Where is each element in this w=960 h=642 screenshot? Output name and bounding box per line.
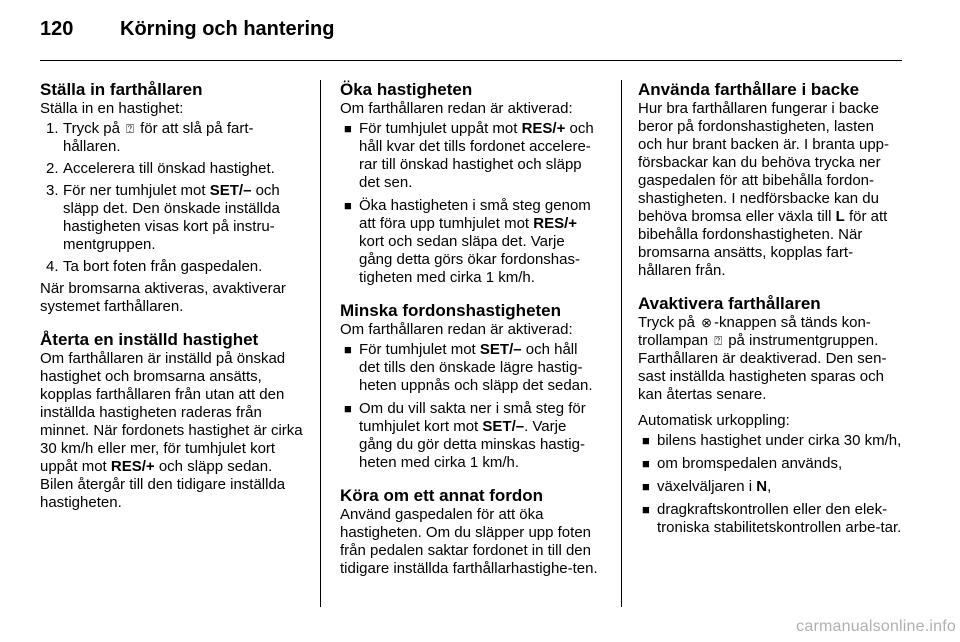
page-header bbox=[40, 18, 902, 58]
set-speed-intro: Ställa in en hastighet: bbox=[40, 100, 184, 117]
body-text: Om farthållaren är inställd på önskad hastighet och bromsarna ansätts, kopplas farthållaren från utan att den inställda hastigheten raderas från minnet. När fordonets hastighet är cirka 30 km/h eller mer, för tumhjulet kort uppåt mot bbox=[40, 350, 303, 475]
body-text: Tryck på bbox=[638, 314, 695, 331]
auto-disengage-list bbox=[638, 432, 902, 537]
increase-intro: Om farthållaren redan är aktiverad: bbox=[340, 100, 573, 117]
watermark: carmanualsonline.info bbox=[796, 618, 956, 635]
body-text: och håll kvar det tills fordonet accelere-rar till önskad hastighet och släpp det sen. bbox=[359, 120, 594, 191]
auto-disengage-intro: Automatisk urkoppling: bbox=[638, 412, 790, 429]
body-text: Hur bra farthållaren fungerar i backe beror på fordonshastigheten, lasten och hur brant backen är. I branta upp-försbackar kan du behöva trycka ner gaspedalen för att bibehålla fordon-shastigheten. I nedförsbacke kan du behöva bromsa eller växla till bbox=[638, 100, 889, 225]
section-title-set-cruise: Ställa in farthållaren bbox=[40, 80, 203, 99]
overtake-text: Använd gaspedalen för att öka hastigheten. Om du släpper upp foten från pedalen saktar fordonet in till den tidigare inställda farthållarhastighe-ten. bbox=[340, 506, 598, 577]
deactivate-text bbox=[638, 314, 902, 404]
column-2 bbox=[340, 80, 602, 578]
list-item bbox=[638, 432, 902, 450]
decrease-intro: Om farthållaren redan är aktiverad: bbox=[340, 321, 573, 338]
body-text: och släpp sedan. Bilen återgår till den tidigare inställda hastigheten. bbox=[40, 458, 286, 511]
increase-list bbox=[340, 120, 602, 287]
body-text: -knappen så tänds kon-trollampan bbox=[638, 314, 871, 349]
set-label: SET/– bbox=[209, 182, 252, 199]
bullet-icon: ■ bbox=[642, 502, 650, 517]
step-text: Tryck på bbox=[63, 120, 120, 137]
list-item bbox=[340, 400, 602, 472]
gear-n-label: N bbox=[756, 478, 768, 495]
body-text: på instrumentgruppen. Farthållaren är deaktiverad. Den sen-sast inställda hastigheten sparas och kan återtas senare. bbox=[638, 332, 887, 403]
section-title-decrease-speed: Minska fordonshastigheten bbox=[340, 301, 562, 320]
res-label: RES/+ bbox=[110, 458, 155, 475]
bullet-icon: ■ bbox=[344, 342, 352, 357]
body-text: Om du vill sakta ner i små steg för tumhjulet kort mot bbox=[359, 400, 586, 435]
resume-speed-text bbox=[40, 350, 304, 512]
step-number: 2. bbox=[46, 160, 59, 177]
step-text: För ner tumhjulet mot bbox=[63, 182, 206, 199]
body-text: . Varje gång du gör detta minskas hastig-heten med cirka 1 km/h. bbox=[359, 418, 585, 471]
bullet-icon: ■ bbox=[642, 433, 650, 448]
hill-text bbox=[638, 100, 902, 280]
section-title-resume-speed: Återta en inställd hastighet bbox=[40, 330, 259, 349]
bullet-icon: ■ bbox=[344, 121, 352, 136]
set-label: SET/– bbox=[479, 341, 522, 358]
body-text: kort och sedan släpa det. Varje gång detta görs ökar fordonshas-tigheten med cirka 1 km/h. bbox=[359, 233, 580, 286]
set-speed-steps bbox=[40, 120, 304, 276]
step-text: Ta bort foten från gaspedalen. bbox=[63, 258, 263, 275]
body-text: bilens hastighet under cirka 30 km/h, bbox=[657, 432, 902, 449]
header-rule bbox=[40, 60, 902, 61]
step-text: och släpp det. Den önskade inställda hastigheten visas kort på instru-mentgruppen. bbox=[63, 182, 280, 253]
column-1 bbox=[40, 80, 304, 512]
page-title: Körning och hantering bbox=[120, 18, 335, 40]
list-item bbox=[340, 341, 602, 395]
section-title-deactivate: Avaktivera farthållaren bbox=[638, 294, 821, 313]
bullet-icon: ■ bbox=[344, 401, 352, 416]
list-item bbox=[638, 501, 902, 537]
res-label: RES/+ bbox=[521, 120, 566, 137]
step-item bbox=[40, 120, 304, 156]
res-label: RES/+ bbox=[533, 215, 578, 232]
bullet-icon: ■ bbox=[344, 198, 352, 213]
step-number: 4. bbox=[46, 258, 59, 275]
body-text: För tumhjulet mot bbox=[359, 341, 476, 358]
gear-l-label: L bbox=[835, 208, 845, 225]
body-text: och håll det tills den önskade lägre hastig-heten uppnås och släpp det sedan. bbox=[359, 341, 593, 394]
body-text: , bbox=[767, 478, 772, 495]
step-text: Accelerera till önskad hastighet. bbox=[63, 160, 275, 177]
list-item bbox=[340, 120, 602, 192]
list-item bbox=[638, 455, 902, 473]
step-item bbox=[40, 182, 304, 254]
set-label: SET/– bbox=[482, 418, 525, 435]
bullet-icon: ■ bbox=[642, 456, 650, 471]
body-text: dragkraftskontrollen eller den elek-troniska stabilitetskontrollen arbe-tar. bbox=[657, 501, 902, 536]
body-text: För tumhjulet uppåt mot bbox=[359, 120, 518, 137]
cruise-control-icon: ⍰ bbox=[126, 121, 134, 136]
body-text: Öka hastigheten i små steg genom att föra upp tumhjulet mot bbox=[359, 197, 591, 232]
step-number: 3. bbox=[46, 182, 59, 199]
section-title-increase-speed: Öka hastigheten bbox=[340, 80, 473, 99]
list-item bbox=[638, 478, 902, 496]
cruise-control-icon: ⍰ bbox=[714, 333, 723, 348]
list-item bbox=[340, 197, 602, 287]
brake-deactivation-text: När bromsarna aktiveras, avaktiverar systemet farthållaren. bbox=[40, 280, 286, 315]
cruise-off-icon: ⊗ bbox=[701, 315, 713, 330]
step-number: 1. bbox=[46, 120, 59, 137]
page-number: 120 bbox=[40, 18, 74, 40]
column-divider-2 bbox=[621, 80, 622, 607]
body-text: för att bibehålla fordonshastigheten. När bromsarna ansätts, kopplas fart-hållaren från. bbox=[638, 208, 888, 279]
step-text: för att slå på fart-hållaren. bbox=[63, 120, 254, 155]
decrease-list bbox=[340, 341, 602, 472]
bullet-icon: ■ bbox=[642, 479, 650, 494]
body-text: växelväljaren i bbox=[657, 478, 753, 495]
section-title-hill: Använda farthållare i backe bbox=[638, 80, 860, 99]
step-item bbox=[40, 258, 304, 276]
body-text: om bromspedalen används, bbox=[657, 455, 843, 472]
column-divider-1 bbox=[320, 80, 321, 607]
section-title-overtake: Köra om ett annat fordon bbox=[340, 486, 544, 505]
step-item bbox=[40, 160, 304, 178]
column-3 bbox=[638, 80, 902, 542]
